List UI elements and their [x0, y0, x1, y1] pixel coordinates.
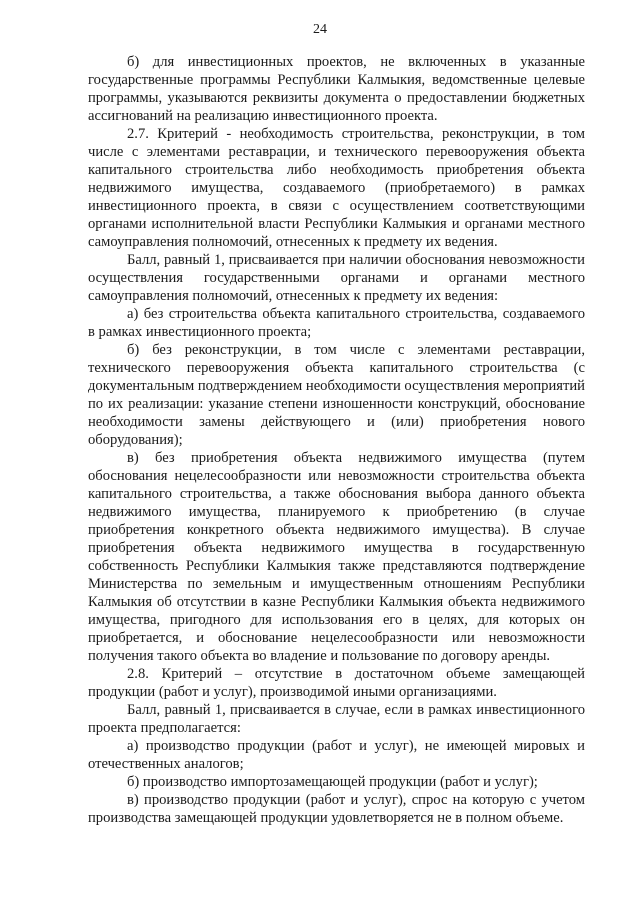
paragraph-score-2-8: Балл, равный 1, присваивается в случае, если в рамках инвестиционного проекта предполагается: — [88, 702, 585, 736]
paragraph-criterion-2-8: 2.8. Критерий – отсутствие в достаточном объеме замещающей продукции (работ и услуг), производимой иными организациями. — [88, 666, 585, 700]
page-number: 24 — [313, 22, 327, 37]
paragraph-2-7-b: б) без реконструкции, в том числе с элементами реставрации, технического перевооружения объекта капитального строительства (с документальным подтверждением необходимости осуществления мероприятий по их реализации: указание степени изношенности конструкций, обоснование необходимости замены действующего и (или) приобретения нового оборудования); — [88, 342, 585, 448]
document-body — [88, 53, 585, 827]
paragraph-2-7-a: а) без строительства объекта капитального строительства, создаваемого в рамках инвестиционного проекта; — [88, 306, 585, 340]
paragraph-criterion-2-7: 2.7. Критерий - необходимость строительства, реконструкции, в том числе с элементами реставрации, и технического перевооружения объекта капитального строительства либо необходимость приобретения объекта недвижимого имущества, создаваемого (приобретаемого) в рамках инвестиционного проекта, в связи с осуществлением соответствующими органами исполнительной власти Республики Калмыкия и органами местного самоуправления полномочий, отнесенных к предмету их ведения. — [88, 126, 585, 250]
paragraph-2-8-c: в) производство продукции (работ и услуг), спрос на которую с учетом производства замещающей продукции удовлетворяется не в полном объеме. — [88, 792, 585, 826]
paragraph-2-7-c: в) без приобретения объекта недвижимого имущества (путем обоснования нецелесообразности или невозможности строительства объекта капитального строительства, а также обоснования выбора данного объекта недвижимого имущества, планируемого к приобретению (в случае приобретения конкретного объекта недвижимого имущества). В случае приобретения объекта недвижимого имущества в государственную собственность Республики Калмыкия также представляются подтверждение Министерства по земельным и имущественным отношениям Республики Калмыкия об отсутствии в казне Республики Калмыкия объекта недвижимого имущества, пригодного для использования его в целях, для которых он приобретается, и обоснование нецелесообразности или невозможности получения такого объекта во владение и пользование по договору аренды. — [88, 450, 585, 664]
paragraph-2-8-b: б) производство импортозамещающей продукции (работ и услуг); — [127, 774, 538, 790]
paragraph-1b-investment-projects: б) для инвестиционных проектов, не включенных в указанные государственные программы Республики Калмыкия, ведомственные целевые программы, указываются реквизиты документа о предоставлении бюджетных ассигнований на реализацию инвестиционного проекта. — [88, 54, 585, 124]
paragraph-score-2-7: Балл, равный 1, присваивается при наличии обоснования невозможности осуществления государственными органами и органами местного самоуправления полномочий, отнесенных к предмету их ведения: — [88, 252, 585, 304]
paragraph-2-8-a: а) производство продукции (работ и услуг), не имеющей мировых и отечественных аналогов; — [88, 738, 585, 772]
